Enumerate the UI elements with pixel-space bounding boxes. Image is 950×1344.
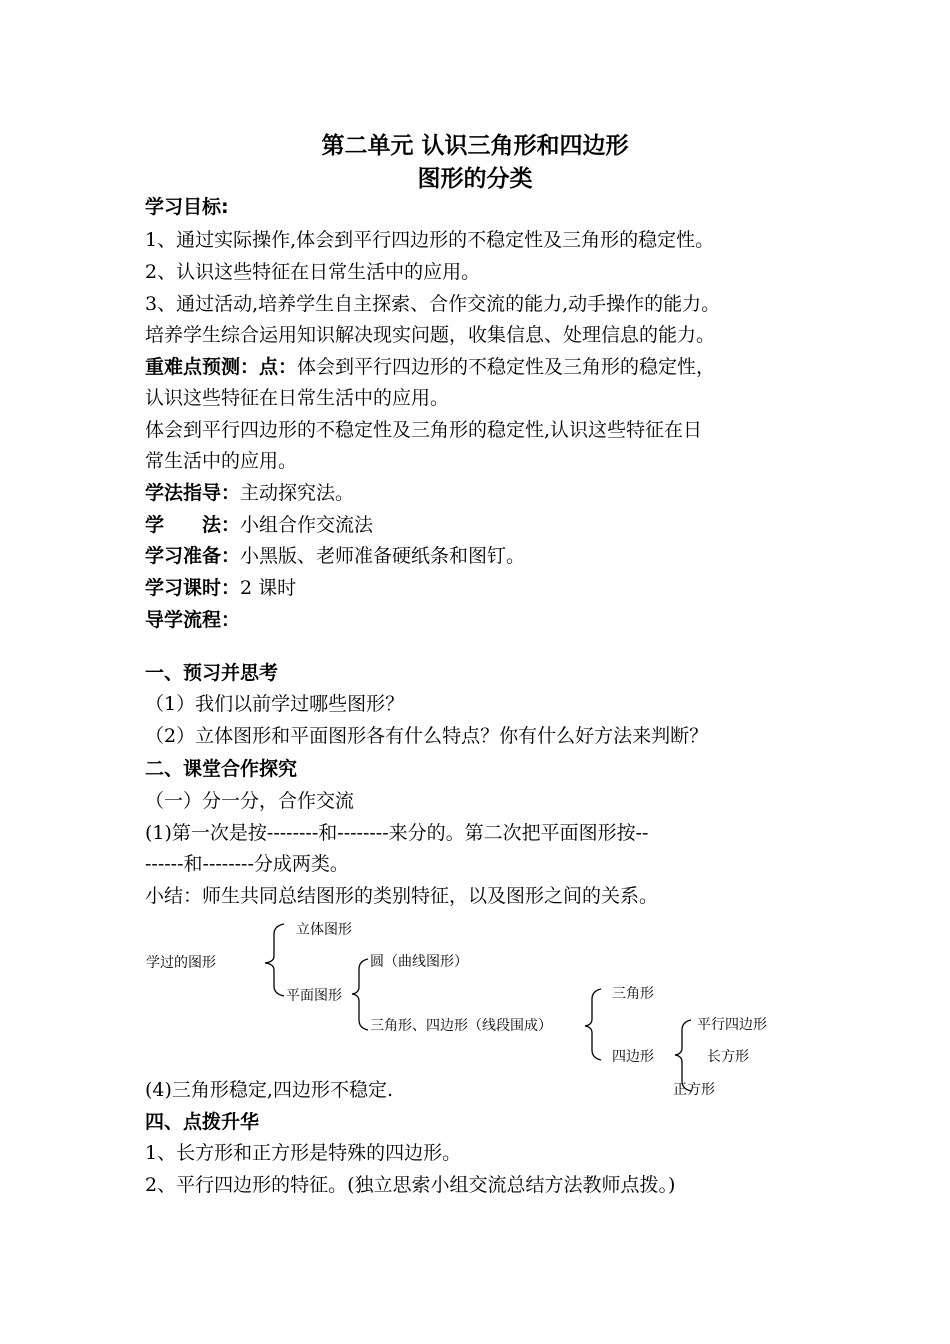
fill-blank-line: ------和--------分成两类。 (145, 853, 349, 875)
objective-item: 2、认识这些特征在日常生活中的应用。 (145, 261, 481, 283)
objective-item: 1、通过实际操作,体会到平行四边形的不稳定性及三角形的稳定性。 (145, 229, 715, 251)
info-label: 学习课时： (145, 577, 241, 599)
tree-node: 三角形、四边形（线段围成） (370, 1018, 552, 1034)
tree-node: 平面图形 (286, 988, 342, 1004)
section4-item: 2、平行四边形的特征。(独立思索小组交流总结方法教师点拨。) (145, 1174, 676, 1196)
info-label: 学习准备： (145, 545, 241, 567)
tree-root: 学过的图形 (146, 955, 216, 971)
page-subtitle: 图形的分类 (417, 166, 533, 192)
bracket-polygon (585, 989, 601, 1060)
info-label: 学法指导： (145, 482, 241, 504)
tree-node: 长方形 (707, 1049, 749, 1065)
bracket-plane (352, 959, 368, 1030)
tree-node: 平行四边形 (697, 1017, 767, 1033)
info-value: 2 课时 (240, 577, 297, 599)
bracket-root (265, 924, 284, 996)
summary-text: 小结：师生共同总结图形的类别特征，以及图形之间的关系。 (145, 885, 659, 907)
info-value: 小黑版、老师准备硬纸条和图钉。 (240, 545, 526, 567)
section2-heading: 二、课堂合作探究 (145, 758, 298, 780)
key-points-text: 体会到平行四边形的不稳定性及三角形的稳定性， (297, 356, 716, 378)
key-points-text: 常生活中的应用。 (145, 450, 298, 472)
info-label: 导学流程： (145, 609, 241, 631)
tree-node: 正方形 (673, 1082, 715, 1098)
key-points-text: 体会到平行四边形的不稳定性及三角形的稳定性,认识这些特征在日 (145, 419, 703, 441)
objectives-heading: 学习目标: (145, 196, 229, 218)
question: （2）立体图形和平面图形各有什么特点？你有什么好方法来判断？ (145, 725, 709, 747)
info-label: 学 法： (145, 514, 241, 536)
objective-item: 培养学生综合运用知识解决现实问题，收集信息、处理信息的能力。 (145, 324, 716, 346)
objective-item: 3、通过活动,培养学生自主探索、合作交流的能力,动手操作的能力。 (145, 293, 721, 315)
section4-item: 1、长方形和正方形是特殊的四边形。 (145, 1142, 462, 1164)
question: （1）我们以前学过哪些图形？ (145, 693, 405, 715)
page-title: 第二单元 认识三角形和四边形 (321, 133, 629, 159)
tree-node: 四边形 (612, 1049, 654, 1065)
section4-heading: 四、点拨升华 (145, 1111, 260, 1133)
tree-node: 立体图形 (296, 922, 352, 938)
fill-blank-line: (1)第一次是按--------和--------来分的。第二次把平面图形按-- (145, 822, 649, 844)
stability-note: (4)三角形稳定,四边形不稳定. (145, 1079, 393, 1101)
info-value: 主动探究法。 (240, 482, 355, 504)
info-value: 小组合作交流法 (240, 514, 374, 536)
key-points-text: 认识这些特征在日常生活中的应用。 (145, 387, 450, 409)
tree-node: 圆（曲线图形） (370, 954, 468, 970)
section1-heading: 一、预习并思考 (145, 662, 279, 684)
section2-subheading: （一）分一分，合作交流 (145, 790, 355, 812)
tree-node: 三角形 (612, 986, 654, 1002)
key-points-label: 重难点预测：点： (145, 356, 298, 378)
